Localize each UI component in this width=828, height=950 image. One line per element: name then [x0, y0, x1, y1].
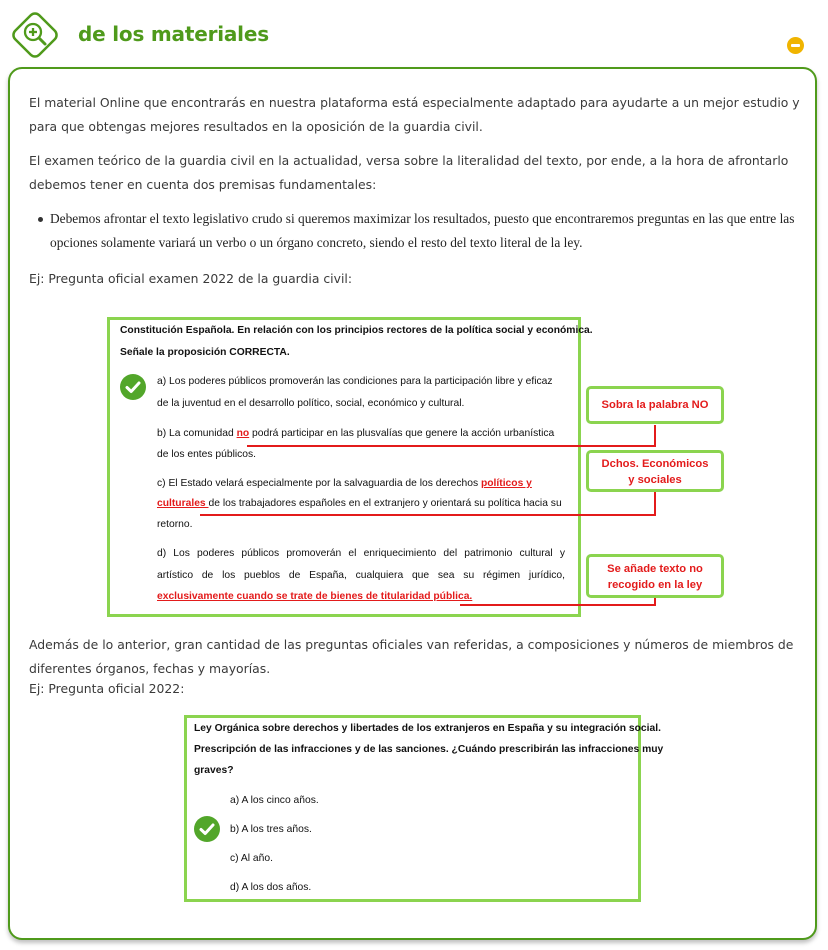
option-c-text-rest: de los trabajadores españoles en el extranjero y orientará su política hacia su	[208, 498, 562, 509]
option-a-line-1: a) Los poderes públicos promoverán las condiciones para la participación libre y eficaz	[157, 376, 553, 387]
highlight-no: no	[236, 428, 250, 439]
composition-paragraph: Además de lo anterior, gran cantidad de las preguntas oficiales van referidas, a composiciones y números de miembros de diferentes órganos, fechas y mayorías.	[29, 637, 794, 676]
highlight-politicos: políticos y	[480, 478, 532, 489]
connector-line	[654, 425, 656, 447]
annotation-box-3	[586, 554, 724, 598]
correct-check-icon	[120, 374, 146, 400]
option-2c: c) Al año.	[230, 853, 273, 864]
annotation-text: Dchos. Económicos	[601, 458, 709, 470]
connector-line	[200, 514, 656, 516]
bullet-icon	[38, 217, 43, 222]
exam-paragraph: El examen teórico de la guardia civil en la actualidad, versa sobre la literalidad del texto, por ende, a la hora de afrontarlo debemos tener en cuenta dos premisas fundamentales:	[29, 153, 789, 192]
example-caption-2: Ej: Pregunta oficial 2022:	[29, 681, 185, 696]
option-c-line-2	[157, 493, 562, 515]
annotation-text: Se añade texto no	[607, 563, 703, 575]
example-caption-1: Ej: Pregunta oficial examen 2022 de la guardia civil:	[29, 271, 353, 286]
question-2-line-2: Prescripción de las infracciones y de las sanciones. ¿Cuándo prescribirán las infracciones muy	[194, 744, 664, 755]
connector-line	[247, 445, 656, 447]
collapse-button[interactable]	[787, 37, 804, 54]
option-c-line-1	[157, 473, 569, 495]
question-1-line-2: Señale la proposición CORRECTA.	[120, 347, 290, 358]
annotation-box-2	[586, 450, 724, 492]
option-b-text-rest: podrá participar en las plusvalías que genere la acción urbanística	[249, 428, 555, 439]
option-2a: a) A los cinco años.	[230, 795, 319, 806]
option-a-line-2: de la juventud en el desarrollo político, social, económico y cultural.	[157, 398, 465, 409]
intro-paragraph: El material Online que encontrarás en nuestra plataforma está especialmente adaptado para ayudarte a un mejor estudio y para que obtengas mejores resultados en la oposición de la guardia civil.	[29, 95, 800, 134]
highlight-culturales: culturales	[157, 498, 209, 509]
option-d-line-2: artístico de los pueblos de España, cualquiera que sea su régimen jurídico,	[157, 570, 565, 581]
option-d-line-1: d) Los poderes públicos promoverán el enriquecimiento del patrimonio cultural y	[157, 548, 565, 559]
option-2d: d) A los dos años.	[230, 882, 312, 893]
connector-line	[654, 490, 656, 516]
option-b-text: b) La comunidad	[157, 428, 237, 439]
option-b-line-2: de los entes públicos.	[157, 449, 257, 460]
correct-check-icon	[194, 816, 220, 842]
bullet-text: Debemos afrontar el texto legislativo crudo si queremos maximizar los resultados, puesto que encontraremos preguntas en las que entre las opciones solamente variará un verbo o un órgano concreto, siendo el resto del texto literal de la ley.	[50, 211, 795, 250]
option-c-text: c) El Estado velará especialmente por la salvaguardia de los derechos	[157, 478, 481, 489]
option-c-line-3: retorno.	[157, 519, 193, 530]
option-2b: b) A los tres años.	[230, 824, 312, 835]
section-title: de los materiales	[78, 22, 269, 46]
highlight-exclusivamente: exclusivamente cuando se trate de bienes de titularidad pública.	[157, 591, 473, 602]
question-1-line-1: Constitución Española. En relación con los principios rectores de la política social y económica.	[120, 325, 593, 336]
section-header[interactable]	[0, 0, 828, 70]
option-d-line-3	[157, 586, 472, 608]
annotation-text: recogido en la ley	[607, 579, 703, 591]
magnifier-plus-icon	[6, 6, 64, 64]
annotation-text: y sociales	[628, 474, 682, 486]
option-b-line-1	[157, 423, 554, 445]
annotation-text: Sobra la palabra NO	[601, 399, 709, 411]
annotation-box-1	[586, 386, 724, 424]
question-2-line-3: graves?	[194, 765, 234, 776]
list-item	[50, 207, 800, 255]
connector-line	[460, 604, 656, 606]
question-2-line-1: Ley Orgánica sobre derechos y libertades de los extranjeros en España y su integración social.	[194, 723, 661, 734]
